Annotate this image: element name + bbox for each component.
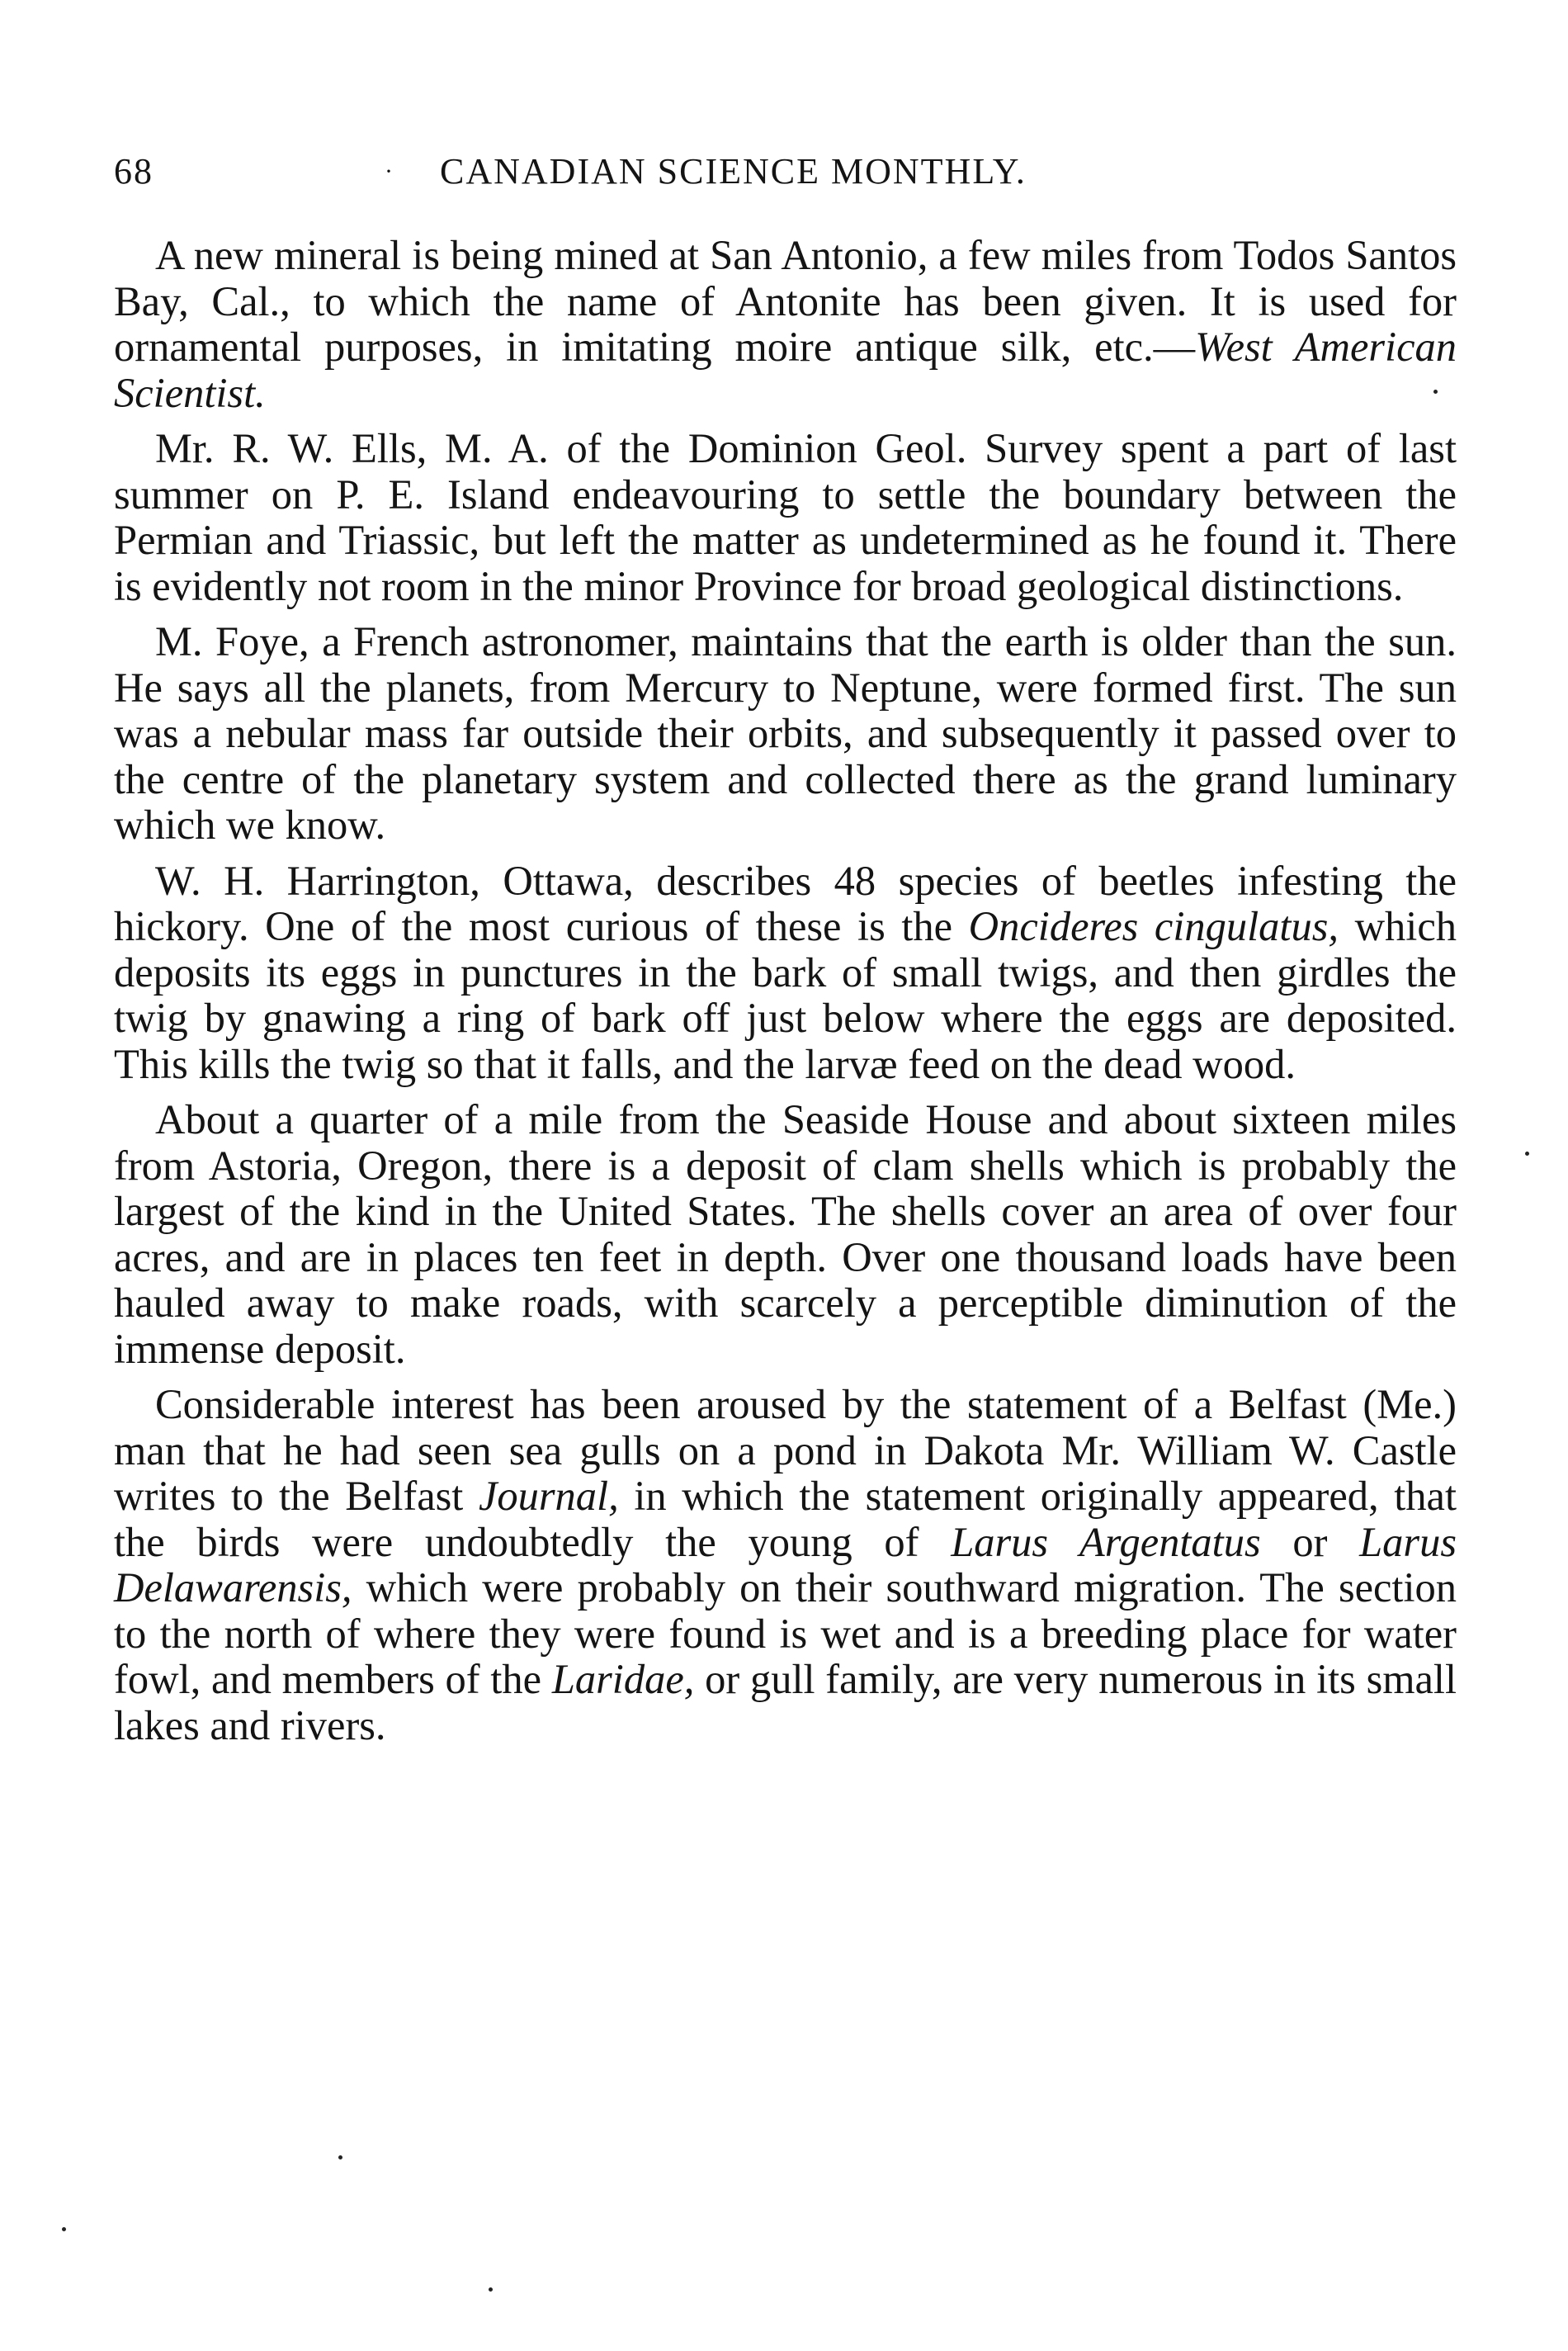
scan-speck — [62, 2227, 66, 2231]
paragraph-clam-shells — [114, 1097, 1457, 1372]
paragraph-text: A new mineral is being mined at San Antonio, a few miles from Todos Santos Bay, Cal., to which the name of Antonite has been given. It is used for ornamental purposes, in imitating moire antique silk, etc.— — [114, 232, 1457, 370]
species-name: Oncideres cingulatus, — [968, 903, 1339, 949]
scan-speck — [338, 2155, 342, 2159]
scan-speck — [1525, 1152, 1529, 1156]
species-name: Larus Delawarensis, — [114, 1518, 1457, 1611]
paragraph-text: M. Foye, a French astronomer, maintains that the earth is older than the sun. He says all the planets, from Mercury to Neptune, were formed first. The sun was a nebular mass far outside their orbits, and subsequently it passed over to the centre of the planetary system and collected there as the grand luminary which we know. — [114, 618, 1457, 848]
header-separator: · — [385, 158, 394, 185]
paragraph-text: Considerable interest has been aroused by the statement of a Belfast (Me.) man that he had seen sea gulls on a pond in Dakota Mr. William W. Castle writes to the Belfast — [114, 1381, 1457, 1519]
paragraph-text: which deposits its eggs in punctures in the bark of small twigs, and then girdles the twig by gnawing a ring of bark off just below where the eggs are deposited. This kills the twig so that it falls, and the larvæ feed on the dead wood. — [114, 903, 1457, 1087]
paragraph-antonite — [114, 233, 1457, 416]
paragraph-text: or — [1260, 1518, 1360, 1565]
paragraph-foye-astronomer — [114, 619, 1457, 849]
family-name: Laridae, — [551, 1656, 695, 1702]
paragraph-harrington-beetles — [114, 859, 1457, 1088]
journal-title: CANADIAN SCIENCE MONTHLY. — [440, 151, 1027, 192]
paragraph-text: which were probably on their southward migration. The section to the north of where they were found is wet and is a breeding place for water fowl, and members of the — [114, 1564, 1457, 1702]
scan-speck — [1433, 390, 1438, 394]
paragraph-text: or gull family, are very numerous in its small lakes and rivers. — [114, 1656, 1457, 1748]
article-body — [114, 233, 1457, 1748]
running-head — [114, 147, 1454, 196]
paragraph-text: About a quarter of a mile from the Seaside House and about sixteen miles from Astoria, Oregon, there is a deposit of clam shells which is probably the largest of the kind in the United States. The shells cover an area of over four acres, and are in places ten feet in depth. Over one thousand loads have been hauled away to make roads, with scarcely a perceptible diminution of the immense deposit. — [114, 1096, 1457, 1372]
paragraph-text: in which the statement originally appeared, that the birds were undoubtedly the young of — [114, 1473, 1457, 1565]
page-number: 68 — [114, 151, 153, 192]
paragraph-ells-survey — [114, 426, 1457, 609]
paragraph-sea-gulls — [114, 1382, 1457, 1748]
paragraph-text: Mr. R. W. Ells, M. A. of the Dominion Geol. Survey spent a part of last summer on P. E. Island endeavouring to settle the boundary between the Permian and Triassic, but left the matter as undetermined as he found it. There is evidently not room in the minor Province for broad geological distinctions. — [114, 425, 1457, 609]
source-citation: West American Scientist. — [114, 324, 1457, 416]
paragraph-text: W. H. Harrington, Ottawa, describes 48 species of beetles infesting the hickory. One of the most curious of these is the — [114, 857, 1457, 949]
publication-name: Journal, — [478, 1473, 619, 1519]
scan-speck — [489, 2287, 493, 2292]
species-name: Larus Argentatus — [951, 1518, 1261, 1565]
